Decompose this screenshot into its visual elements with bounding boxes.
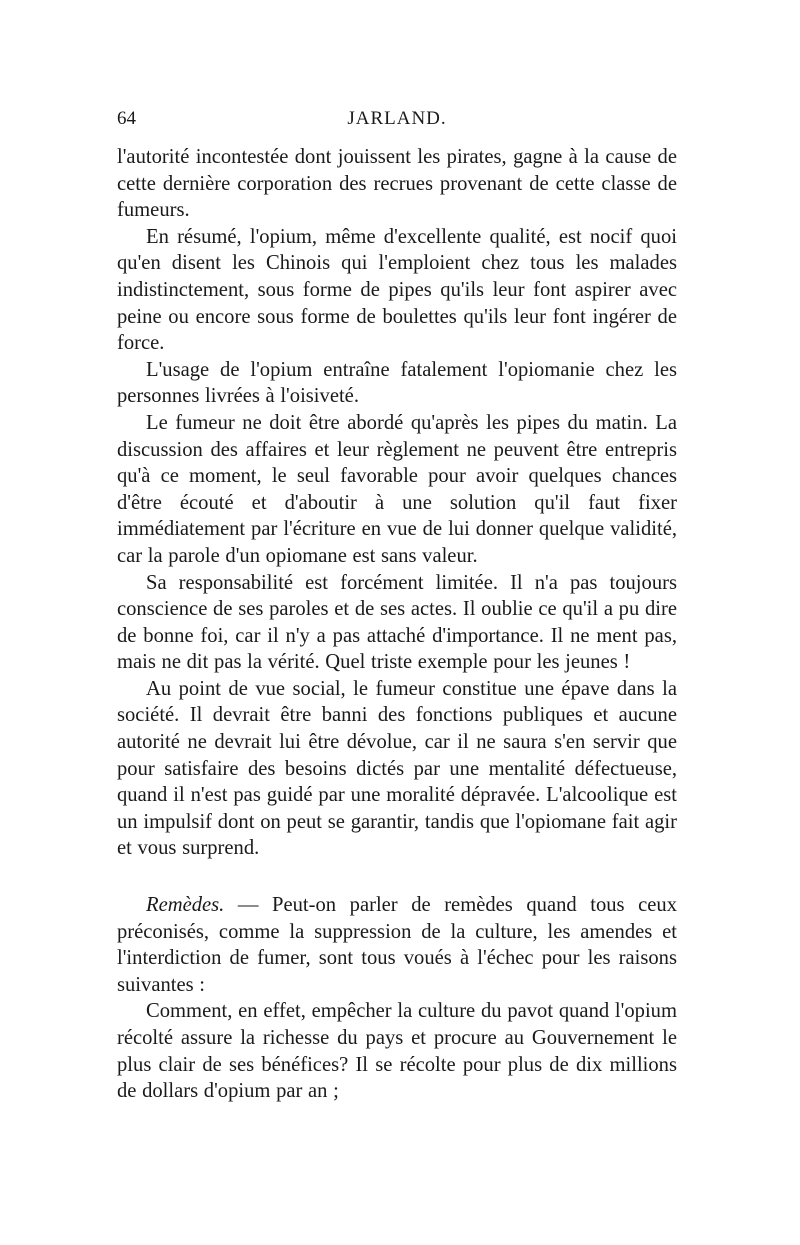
section-break	[117, 862, 677, 892]
paragraph: Sa responsabilité est forcément limitée. Il n'a pas toujours conscience de ses paroles et de ses actes. Il oublie ce qu'il a pu dire de bonne foi, car il n'y a pas attaché d'importance. Il ne ment pas, mais ne dit pas la vérité. Quel triste exemple pour les jeunes !	[117, 571, 677, 674]
paragraph: Comment, en effet, empêcher la culture du pavot quand l'opium récolté assure la richesse du pays et procure au Gouvernement le plus clair de ses bénéfices? Il se récolte pour plus de dix millions de dollars d'opium par an ;	[117, 1000, 677, 1103]
running-title: JARLAND.	[347, 108, 447, 129]
page-number: 64	[117, 108, 136, 129]
paragraph: L'usage de l'opium entraîne fatalement l'opiomanie chez les personnes livrées à l'oisiveté.	[117, 358, 677, 408]
remedes-text: — Peut-on parler de remèdes quand tous ceux préconisés, comme la suppression de la culture, les amendes et l'interdiction de fumer, sont tous voués à l'échec pour les raisons suivantes :	[117, 894, 677, 996]
paragraph: l'autorité incontestée dont jouissent les pirates, gagne à la cause de cette dernière corporation des recrues provenant de cette classe de fumeurs.	[117, 146, 677, 222]
paragraph: Au point de vue social, le fumeur constitue une épave dans la société. Il devrait être banni des fonctions publiques et aucune autorité ne devrait lui être dévolue, car il ne saura s'en servir que pour satisfaire des besoins dictés par une mentalité défectueuse, quand il n'est pas guidé par une moralité dépravée. L'alcoolique est un impulsif dont on peut se garantir, tandis que l'opiomane fait agir et vous surprend.	[117, 677, 677, 860]
page-header	[117, 108, 677, 144]
body-text	[117, 144, 677, 1105]
paragraph: En résumé, l'opium, même d'excellente qualité, est nocif quoi qu'en disent les Chinois qui l'emploient chez tous les malades indistinctement, sous forme de pipes qu'ils leur font aspirer avec peine ou encore sous forme de boulettes qu'ils leur font ingérer de force.	[117, 225, 677, 355]
book-page	[117, 108, 677, 1105]
paragraph: Le fumeur ne doit être abordé qu'après les pipes du matin. La discussion des affaires et leur règlement ne peuvent être entrepris qu'à ce moment, le seul favorable pour avoir quelques chances d'être écouté et d'aboutir à une solution qu'il faut fixer immédiatement par l'écriture en vue de lui donner quelque validité, car la parole d'un opiomane est sans valeur.	[117, 411, 677, 567]
section-heading: Remèdes.	[146, 894, 225, 917]
remedes-paragraph	[117, 892, 677, 998]
